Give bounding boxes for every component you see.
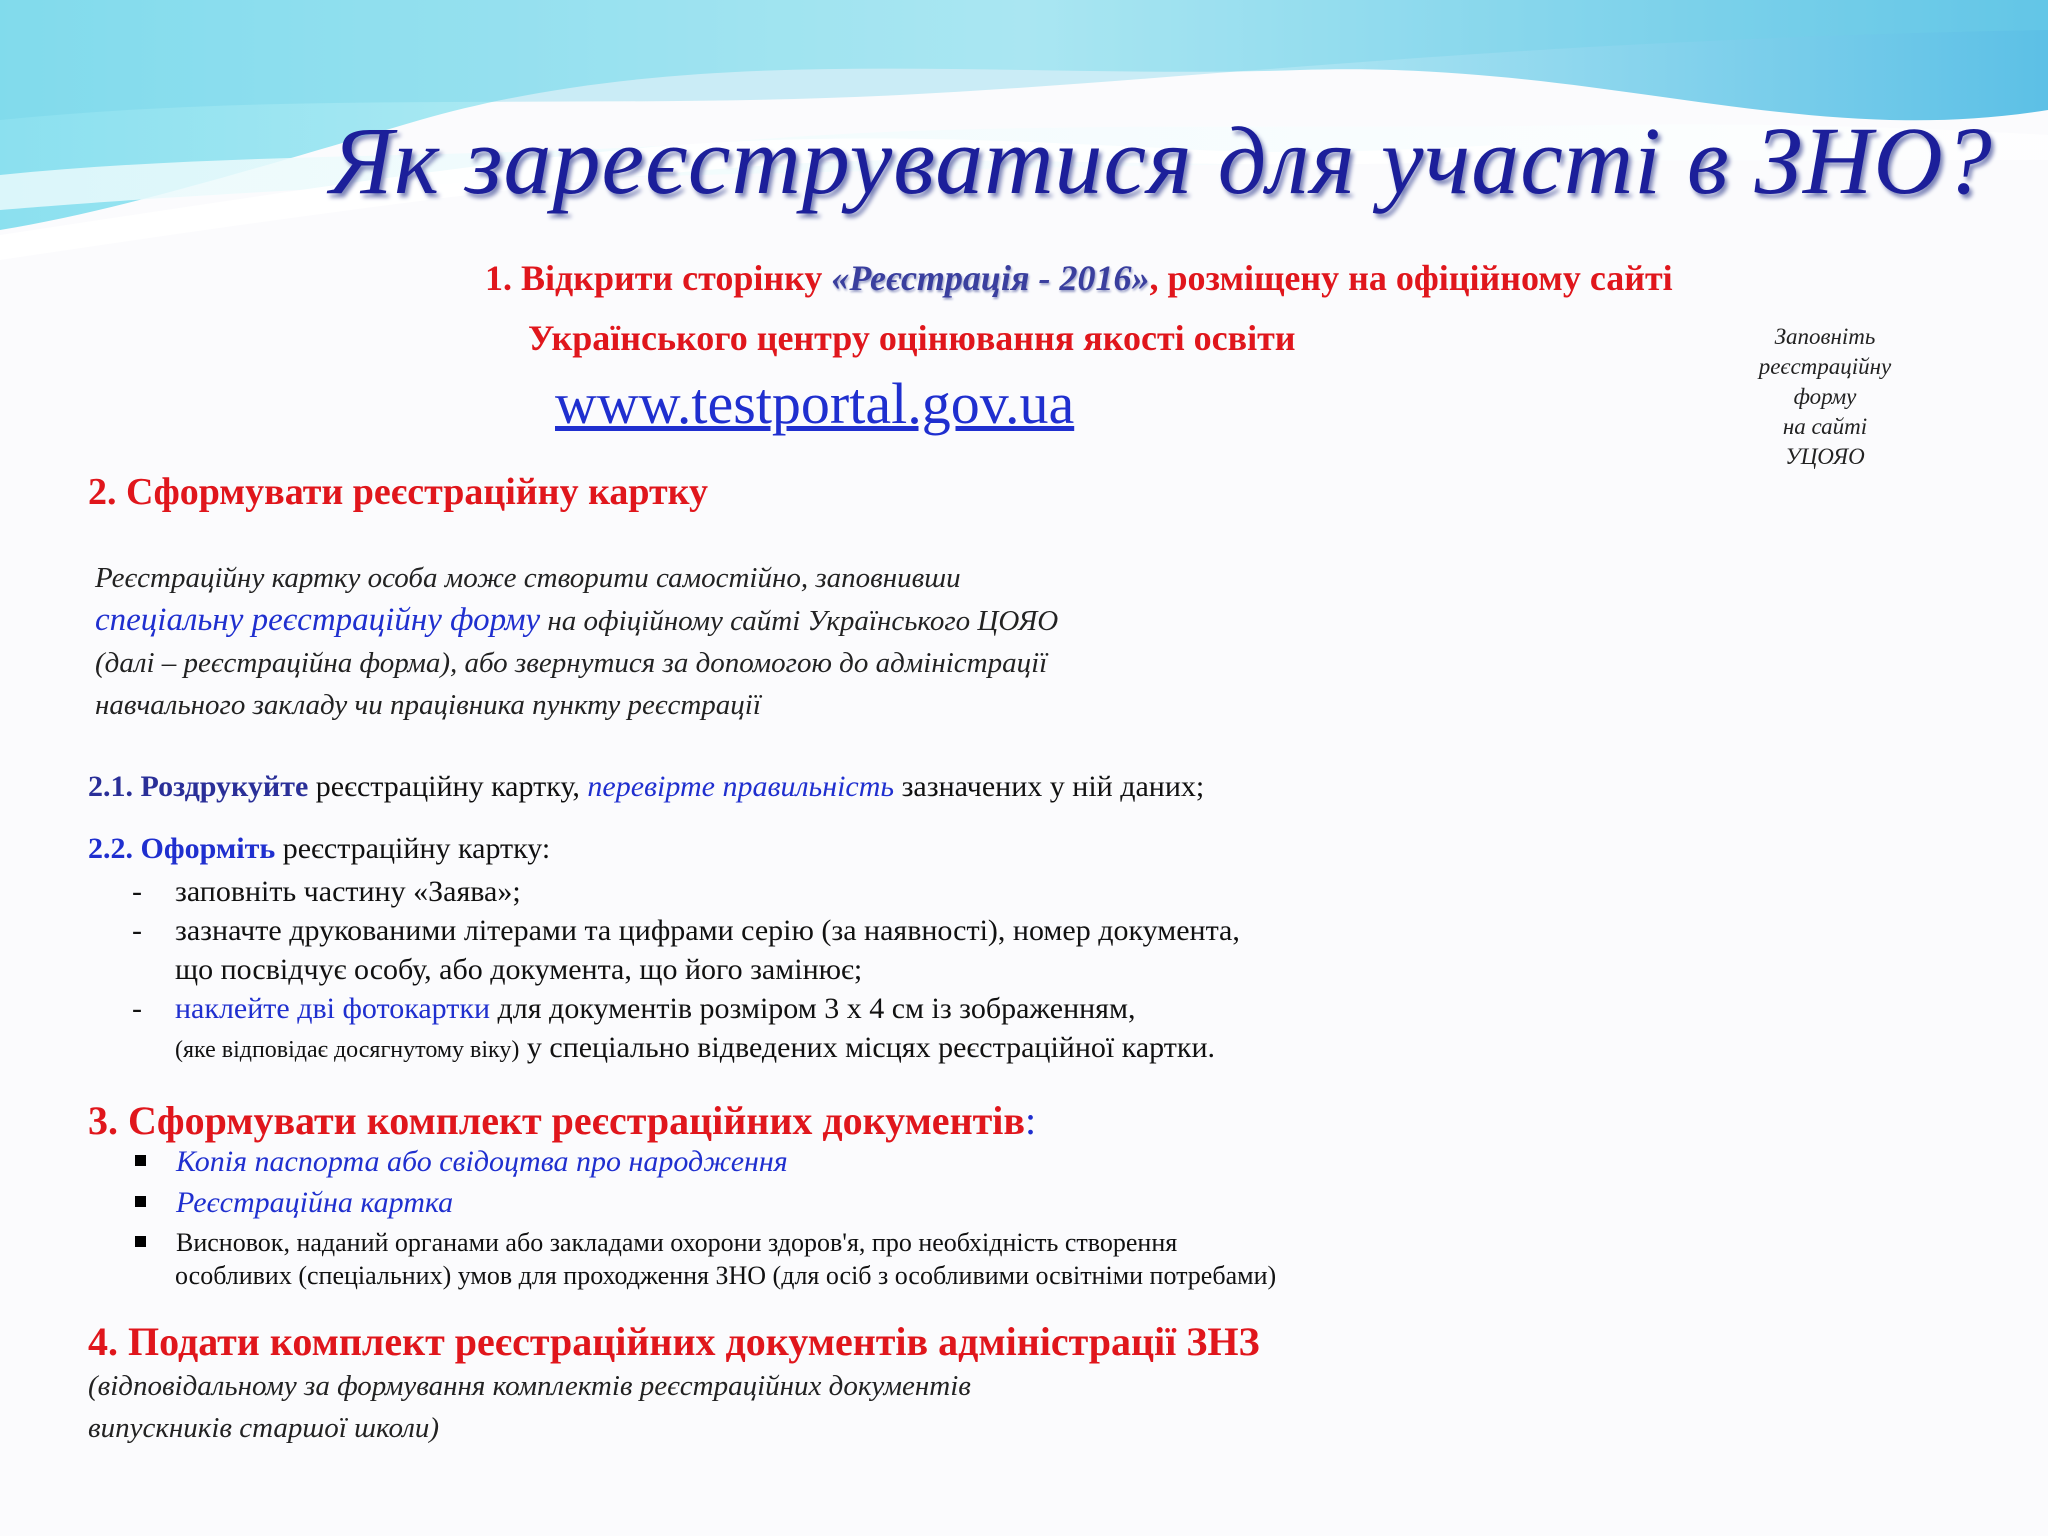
- step22-item2-line2: що посвідчує особу, або документа, що його замінює;: [175, 953, 863, 986]
- square-bullet-icon: [135, 1155, 146, 1166]
- step22-item2-line1: зазначте друкованими літерами та цифрами серію (за наявності), номер документа,: [175, 914, 1240, 947]
- step3-item3-line2: особливих (спеціальних) умов для проходження ЗНО (для осіб з особливими освітніми потребами): [175, 1261, 1277, 1290]
- square-bullet-icon: [135, 1236, 146, 1247]
- side-note-line: на сайті: [1782, 414, 1868, 439]
- step21-text: реєстраційну картку,: [308, 770, 588, 803]
- step2-heading: 2. Сформувати реєстраційну картку: [88, 471, 709, 513]
- side-note-line: форму: [1793, 384, 1857, 409]
- step1-suffix: , розміщену на офіційному сайті: [1149, 258, 1673, 298]
- step21-number: 2.1.: [88, 770, 141, 803]
- step3-item2: [135, 1186, 453, 1220]
- step22-item3-small: (яке відповідає досягнутому віку): [175, 1037, 520, 1063]
- side-note-line: Заповніть: [1774, 324, 1876, 349]
- photo-cards-link: наклейте дві фотокартки: [175, 992, 491, 1025]
- step2-para-line: навчального закладу чи працівника пункту реєстрації: [95, 689, 761, 721]
- step3-colon: :: [1024, 1098, 1037, 1143]
- step22-number: 2.2.: [88, 832, 141, 865]
- step4-note-line: випускників старшої школи): [88, 1412, 440, 1444]
- step22-dash: -: [132, 992, 142, 1025]
- step22-line: [88, 832, 550, 866]
- side-note-line: реєстраційну: [1758, 354, 1892, 379]
- step2-paragraph: [95, 557, 1295, 726]
- step21-action: Роздрукуйте: [140, 770, 309, 803]
- step1-line1: [485, 257, 1673, 299]
- step3-heading: [88, 1097, 1036, 1144]
- registration-form-link[interactable]: спеціальну реєстраційну форму: [95, 602, 541, 638]
- step22-item3-line2: [175, 1028, 1215, 1070]
- registration-2016-label: «Реєстрація - 2016»: [831, 258, 1150, 298]
- step22-dash: -: [132, 875, 142, 908]
- square-bullet-icon: [135, 1196, 146, 1207]
- step21-check: перевірте правильність: [587, 770, 895, 803]
- step3-item2-text: Реєстраційна картка: [176, 1186, 454, 1219]
- step4-note: [88, 1365, 971, 1449]
- step22-item3-text: для документів розміром 3 х 4 см із зображенням,: [490, 992, 1136, 1025]
- step22-item3-end: у спеціально відведених місцях реєстраційної картки.: [519, 1031, 1215, 1064]
- step3-heading-text: 3. Сформувати комплект реєстраційних документів: [88, 1098, 1025, 1143]
- step2-para-line: [95, 599, 1295, 642]
- step21-line: [88, 770, 1204, 804]
- step2-para-line: Реєстраційну картку особа може створити самостійно, заповнивши: [95, 562, 961, 594]
- page-title: Як зареєструватися для участі в ЗНО?: [330, 107, 1993, 214]
- step22-text: реєстраційну картку:: [275, 832, 551, 865]
- step1-line2: Українського центру оцінювання якості освіти: [528, 318, 1296, 358]
- step4-note-line: (відповідальному за формування комплектів реєстраційних документів: [88, 1370, 971, 1402]
- step21-end: зазначених у ній даних;: [894, 770, 1205, 803]
- step3-item3-line1: Висновок, наданий органами або закладами охорони здоров'я, про необхідність створення: [176, 1228, 1178, 1257]
- step22-item3: [175, 989, 1135, 1028]
- step1-prefix: 1. Відкрити сторінку: [485, 258, 832, 298]
- step4-heading: 4. Подати комплект реєстраційних документів адміністрації ЗНЗ: [88, 1319, 1260, 1364]
- side-note-line: УЦОЯО: [1785, 444, 1865, 469]
- step3-item3: [135, 1226, 1177, 1259]
- side-note: [1720, 322, 1930, 472]
- step22-item1: заповніть частину «Заява»;: [175, 875, 521, 908]
- step22-action: Оформіть: [140, 832, 276, 865]
- step2-para-line: (далі – реєстраційна форма), або звернутися за допомогою до адміністрації: [95, 647, 1048, 679]
- step2-para-text: на офіційному сайті Українського ЦОЯО: [540, 605, 1059, 637]
- step22-dash: -: [132, 914, 142, 947]
- testportal-link[interactable]: www.testportal.gov.ua: [555, 371, 1075, 436]
- step3-item1: [135, 1145, 788, 1179]
- step3-item1-text: Копія паспорта або свідоцтва про народження: [176, 1145, 788, 1178]
